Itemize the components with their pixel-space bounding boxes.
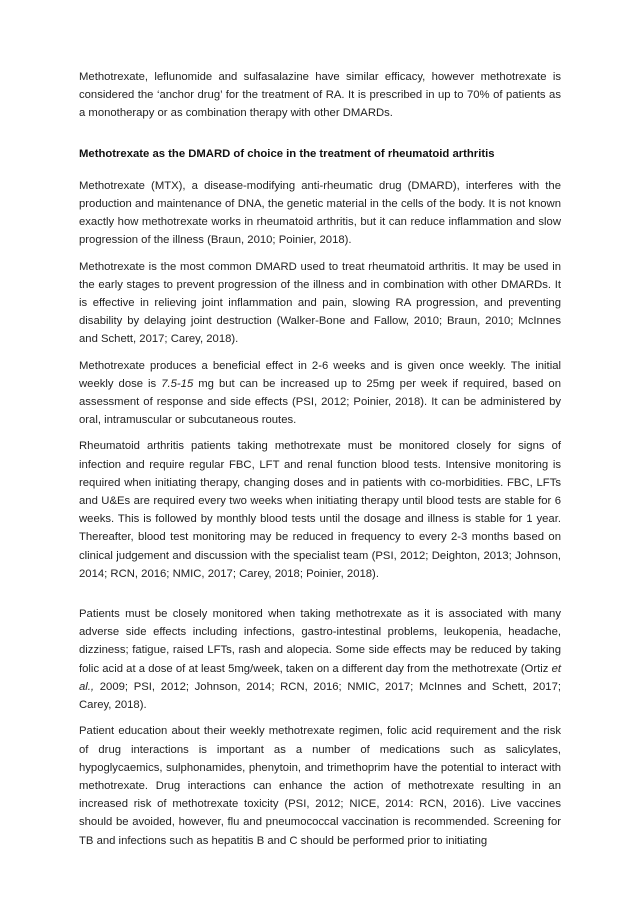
side-effects-text-b: 2009; PSI, 2012; Johnson, 2014; RCN, 2016; NMIC, 2017; McInnes and Schett, 2017; Carey, 2018). <box>79 680 561 712</box>
paragraph-dosing <box>79 357 561 430</box>
dosing-text-a: Methotrexate produces a beneficial effect in 2-6 weeks and is given once weekly. The initial weekly dose is <box>79 359 561 390</box>
side-effects-text-a: Patients must be closely monitored when taking methotrexate as it is associated with many adverse side effects including infections, gastro-intestinal problems, leukopenia, headache, dizziness; fatigue, raised LFTs, rash and alopecia. Some side effects may be reduced by taking folic acid at a dose of at least 5mg/week, taken on a different day from the methotrexate (Ortiz <box>79 608 561 675</box>
paragraph-most-common-dmard: Methotrexate is the most common DMARD used to treat rheumatoid arthritis. It may be used in the early stages to prevent progression of the illness and in combination with other DMARDs. It is effective in relieving joint inflammation and pain, slowing RA progression, and preventing disability by delaying joint destruction (Walker-Bone and Fallow, 2010; Braun, 2010; McInnes and Schett, 2017; Carey, 2018). <box>79 260 561 346</box>
section-heading: Methotrexate as the DMARD of choice in the treatment of rheumatoid arthritis <box>79 147 495 160</box>
paragraph-mtx-mechanism: Methotrexate (MTX), a disease-modifying anti-rheumatic drug (DMARD), interferes with the production and maintenance of DNA, the genetic material in the cells of the body. It is not known exactly how methotrexate works in rheumatoid arthritis, but it can reduce inflammation and slow progression of the illness (Braun, 2010; Poinier, 2018). <box>79 179 561 247</box>
et-al: et al., <box>79 662 561 693</box>
paragraph-anchor-drug: Methotrexate, leflunomide and sulfasalazine have similar efficacy, however methotrexate is considered the ‘anchor drug’ for the treatment of RA. It is prescribed in up to 70% of patients as a monotherapy or as combination therapy with other DMARDs. <box>79 71 561 120</box>
dose-range: 7.5-15 <box>161 377 194 390</box>
paragraph-side-effects <box>79 605 561 714</box>
document-page <box>79 68 561 850</box>
paragraph-monitoring: Rheumatoid arthritis patients taking methotrexate must be monitored closely for signs of infection and require regular FBC, LFT and renal function blood tests. Intensive monitoring is required when initiating therapy, changing doses and in patients with co-morbidities. FBC, LFTs and U&Es are required every two weeks when initiating therapy until blood tests are stable for 6 weeks. This is followed by monthly blood tests until the dosage and illness is stable for 1 year. Thereafter, blood test monitoring may be reduced in frequency to every 2-3 months based on clinical judgement and discussion with the specialist team (PSI, 2012; Deighton, 2013; Johnson, 2014; RCN, 2016; NMIC, 2017; Carey, 2018; Poinier, 2018). <box>79 440 561 580</box>
dosing-text-b: mg but can be increased up to 25mg per week if required, based on assessment of response and side effects (PSI, 2012; Poinier, 2018). It can be administered by oral, intramuscular or subcutaneous routes. <box>79 377 561 427</box>
paragraph-patient-education: Patient education about their weekly methotrexate regimen, folic acid requirement and the risk of drug interactions is important as a number of medications such as salicylates, hypoglycaemics, sulphonamides, phenytoin, and trimethoprim have the potential to interact with methotrexate. Drug interactions can enhance the action of methotrexate resulting in an increased risk of methotrexate toxicity (PSI, 2012; NICE, 2014: RCN, 2016). Live vaccines should be avoided, however, flu and pneumococcal vaccination is recommended. Screening for TB and infections such as hepatitis B and C should be performed prior to initiating <box>79 725 561 847</box>
